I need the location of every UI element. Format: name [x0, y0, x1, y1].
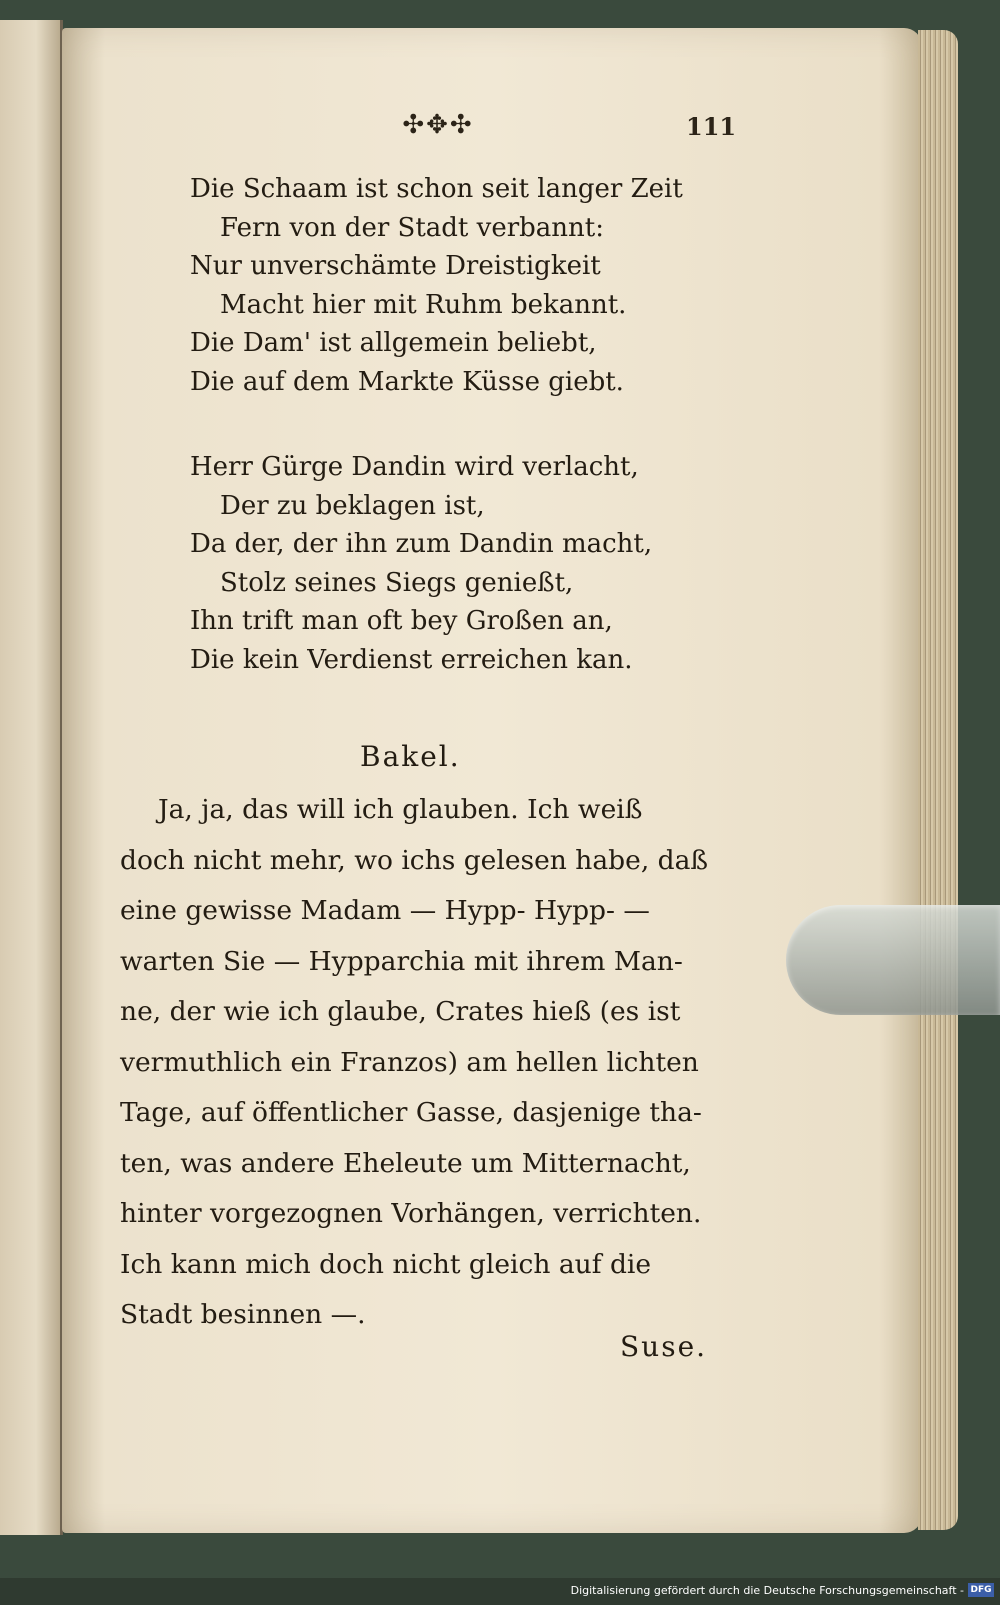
verse-line: Fern von der Stadt verbannt: [220, 212, 604, 243]
prose-paragraph [120, 785, 720, 1341]
left-page-edge [0, 20, 63, 1535]
verse-line: Die Dam' ist allgemein beliebt, [190, 328, 597, 358]
speaker-name: Bakel. [360, 740, 461, 773]
prose-line: hinter vorgezognen Vorhängen, verrichten. [120, 1198, 702, 1229]
verse-line: Stolz seines Siegs genießt, [220, 567, 574, 598]
prose-line: Ich kann mich doch nicht gleich auf die [120, 1248, 652, 1280]
verse-stanza-2 [190, 448, 652, 679]
verse-line: Ihn trift man oft bey Großen an, [190, 606, 613, 636]
verse-line: Die auf dem Markte Küsse giebt. [190, 366, 624, 397]
dfg-logo-icon: DFG [968, 1583, 994, 1597]
verse-line: Macht hier mit Ruhm bekannt. [220, 289, 627, 320]
prose-line: ne, der wie ich glaube, Crates hieß (es ist [120, 996, 681, 1027]
verse-stanza-1 [190, 170, 683, 401]
prose-line: Ja, ja, das will ich glauben. Ich weiß [158, 794, 643, 825]
prose-line: ten, was andere Eheleute um Mitternacht, [120, 1147, 691, 1179]
verse-line: Da der, der ihn zum Dandin macht, [190, 529, 653, 559]
prose-line: warten Sie — Hypparchia mit ihrem Man- [120, 945, 683, 977]
prose-line: Stadt besinnen —. [120, 1299, 366, 1330]
verse-line: Herr Gürge Dandin wird verlacht, [190, 452, 639, 482]
prose-line: eine gewisse Madam — Hypp- Hypp- — [120, 895, 650, 926]
prose-line: doch nicht mehr, wo ichs gelesen habe, daß [120, 844, 709, 876]
verse-line: Die Schaam ist schon seit langer Zeit [190, 174, 683, 204]
prose-line: vermuthlich ein Franzos) am hellen lichten [120, 1046, 699, 1078]
credit-text: Digitalisierung gefördert durch die Deutsche Forschungsgemeinschaft - [570, 1584, 964, 1597]
header-ornament: ✣✥✣ [402, 110, 474, 140]
page-number: 111 [686, 112, 737, 141]
page-edges [918, 30, 958, 1530]
prose-line: Tage, auf öffentlicher Gasse, dasjenige tha- [120, 1097, 702, 1128]
bookmark-clip [786, 905, 1000, 1015]
catchword: Suse. [620, 1330, 708, 1363]
verse-line: Nur unverschämte Dreistigkeit [190, 251, 601, 281]
verse-line: Der zu beklagen ist, [220, 490, 485, 521]
verse-line: Die kein Verdienst erreichen kan. [190, 644, 633, 675]
